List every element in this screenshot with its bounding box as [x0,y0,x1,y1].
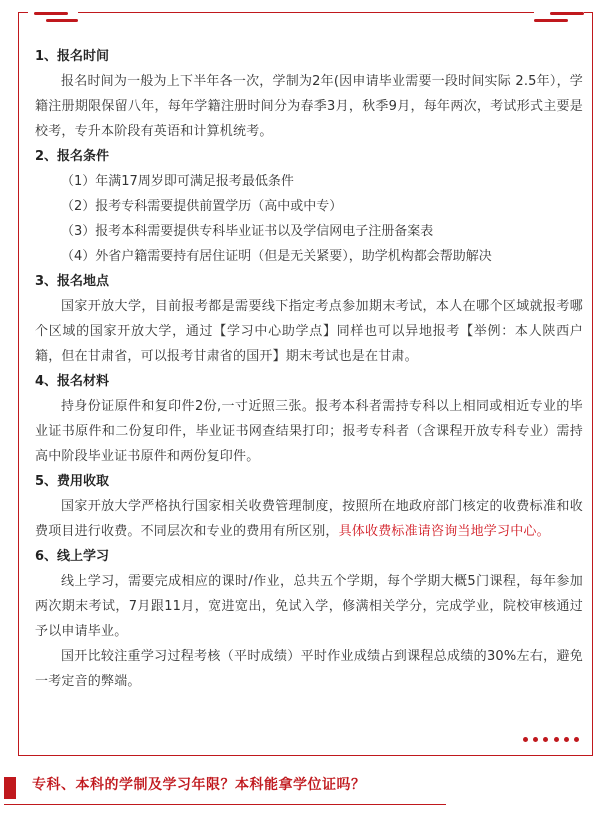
section-paragraph: 国家开放大学，目前报考都是需要线下指定考点参加期末考试，本人在哪个区域就报考哪个区域的国家开放大学，通过【学习中心助学点】同样也可以异地报考【举例：本人陕西户籍，但在甘肃省，可以报考甘肃省的国开】期末考试也是在甘肃。 [35,299,583,364]
top-left-decoration [28,10,78,24]
footer-divider [4,804,446,805]
section-paragraph: 国开比较注重学习过程考核（平时成绩）平时作业成绩占到课程总成绩的30%左右，避免一考定音的弊端。 [35,649,583,689]
section-fees [35,469,583,544]
section-title: 3、报名地点 [35,274,110,289]
section-registration-materials [35,369,583,469]
section-online-learning [35,544,583,694]
section-title: 6、线上学习 [35,549,110,564]
related-article-link[interactable] [0,772,611,812]
section-title: 2、报名条件 [35,149,110,164]
list-item: （3）报考本科需要提供专科毕业证书以及学信网电子注册备案表 [61,224,434,239]
footer-marker [4,777,16,799]
section-paragraph [35,494,583,544]
top-right-decoration [534,10,584,24]
section-paragraph: 持身份证原件和复印件2份,一寸近照三张。报考本科者需持专科以上相同或相近专业的毕业证书原件和二份复印件，毕业证书网查结果打印；报考专科者（含课程开放专科专业）需持高中阶段毕业证书原件和两份复印件。 [35,399,583,464]
section-title: 5、费用收取 [35,474,110,489]
section-title: 4、报名材料 [35,374,110,389]
list-item: （2）报考专科需要提供前置学历（高中或中专） [61,199,343,214]
section-paragraph: 报名时间为一般为上下半年各一次，学制为2年(因申请毕业需要一段时间实际 2.5年），学籍注册期限保留八年，每年学籍注册时间分为春季3月，秋季9月，每年两次，考试形式主要是校考，专升本阶段有英语和计算机统考。 [35,74,583,139]
section-registration-location [35,269,583,369]
section-registration-conditions [35,144,583,269]
list-item: （1）年满17周岁即可满足报考最低条件 [61,174,294,189]
fee-text: 国家开放大学严格执行国家相关收费管理制度，按照所在地政府部门核定的收费标准和收费项目进行收费。不同层次和专业的费用有所区别， [35,499,583,539]
section-paragraph: 线上学习，需要完成相应的课时/作业，总共五个学期，每个学期大概5门课程，每年参加两次期末考试，7月跟11月，宽进宽出，免试入学，修满相关学分，完成学业，院校审核通过予以申请毕业。 [35,574,583,639]
article-body [35,44,583,694]
decorative-dots [523,737,579,745]
related-article-title[interactable]: 专科、本科的学制及学习年限？本科能拿学位证吗？ [32,777,366,793]
fee-consult-highlight: 具体收费标准请咨询当地学习中心。 [338,524,550,539]
section-registration-time [35,44,583,144]
list-item: （4）外省户籍需要持有居住证明（但是无关紧要），助学机构都会帮助解决 [61,249,492,264]
section-title: 1、报名时间 [35,49,110,64]
